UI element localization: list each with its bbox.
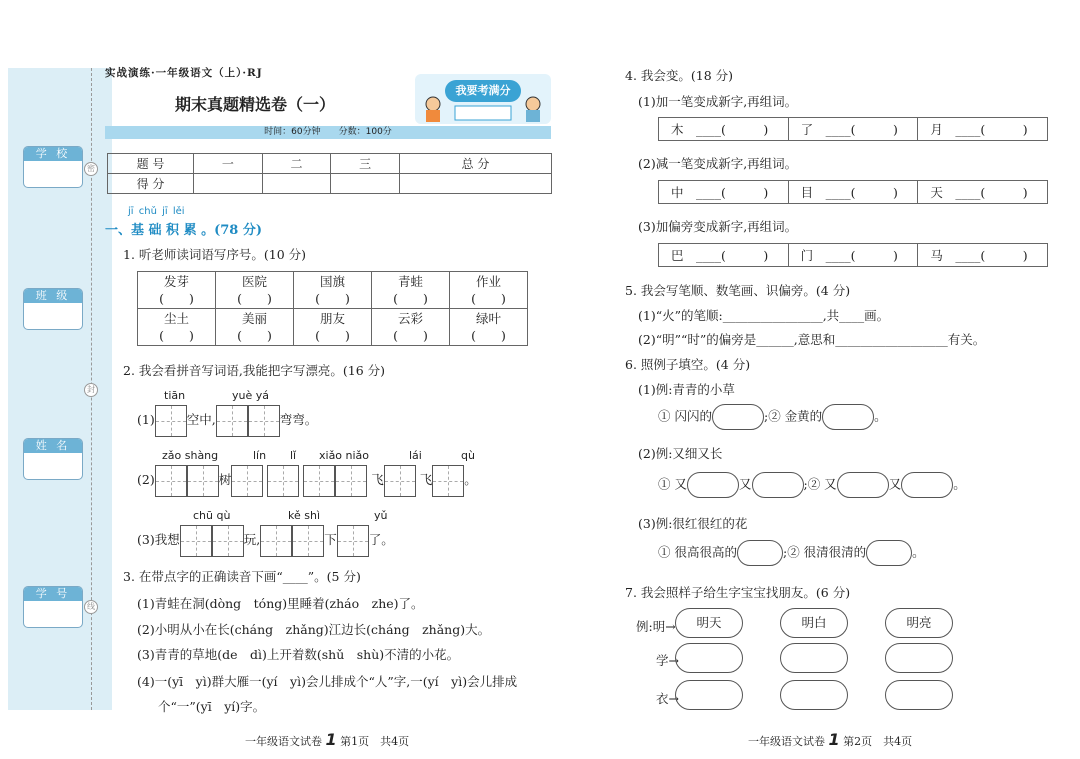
- writing-grid[interactable]: [155, 405, 187, 437]
- sentence-text: 树: [218, 472, 232, 487]
- pinyin: chū qù: [193, 509, 231, 522]
- score-row-label: 得 分: [108, 174, 194, 194]
- writing-grid[interactable]: [303, 465, 335, 497]
- q6-example-2: (2)例:又细又长: [638, 446, 723, 461]
- section1-title: 一、基 础 积 累 。(78 分): [105, 223, 263, 238]
- q1-word-table: [137, 271, 528, 346]
- q7-title: 7. 我会照样子给生字宝宝找朋友。(6 分): [625, 585, 851, 600]
- pinyin: tiān: [164, 389, 186, 402]
- word: 国旗: [319, 274, 345, 289]
- page-footer-left: [245, 730, 409, 749]
- writing-grid[interactable]: [292, 525, 324, 557]
- writing-grid[interactable]: [180, 525, 212, 557]
- q6-text: ;② 很清很清的: [782, 544, 867, 560]
- name-label: 姓 名: [24, 439, 82, 453]
- answer-blank[interactable]: ( ): [471, 291, 506, 306]
- q5-item-1[interactable]: (1)“火”的笔顺:________________,共____画。: [638, 308, 890, 323]
- sentence-text: 飞: [371, 472, 384, 487]
- kids-icon: [421, 94, 545, 122]
- word: 云彩: [397, 311, 423, 326]
- pinyin: yǔ: [374, 509, 388, 522]
- q6-text: 。: [953, 476, 966, 492]
- writing-grid[interactable]: [155, 465, 187, 497]
- q6-title: 6. 照例子填空。(4 分): [625, 357, 751, 372]
- answer-blank[interactable]: ( ): [237, 291, 272, 306]
- q3-item[interactable]: (1)青蛙在洞(dòng tóng)里睡着(zháo zhe)了。: [137, 596, 424, 611]
- word: 美丽: [241, 311, 267, 326]
- class-label: 班 级: [24, 289, 82, 303]
- cloud-answer-box[interactable]: [737, 540, 783, 566]
- school-label: 学 校: [24, 147, 82, 161]
- footer-text: 一年级语文试卷: [748, 735, 825, 748]
- word-cell: [450, 272, 528, 309]
- pinyin: kě shì: [288, 509, 321, 522]
- q6-example-1: (1)例:青青的小草: [638, 382, 735, 397]
- score-cell[interactable]: [399, 174, 551, 194]
- q4-row3: [658, 243, 1048, 267]
- answer-blank[interactable]: ( ): [471, 328, 506, 343]
- word-cell: [372, 309, 450, 346]
- pinyin: lín: [253, 449, 267, 462]
- sentence-text: 玩,: [243, 532, 261, 547]
- answer-blank[interactable]: ( ): [393, 291, 428, 306]
- answer-blank[interactable]: ( ): [393, 328, 428, 343]
- pinyin: zǎo shàng: [162, 449, 219, 462]
- score-header-cell: 三: [331, 154, 400, 174]
- q6-row-2: [658, 472, 966, 498]
- answer-blank[interactable]: ( ): [159, 291, 194, 306]
- school-field[interactable]: [23, 146, 83, 188]
- time-score-bar: 时间：60分钟 分数：100分: [105, 126, 551, 139]
- sentence-text: 飞: [419, 472, 433, 487]
- q6-text: ① 很高很高的: [658, 544, 737, 560]
- q2-item-1: [137, 403, 317, 437]
- q4-sub2: (2)减一笔变成新字,再组词。: [638, 156, 798, 171]
- answer-blank[interactable]: ( ): [315, 291, 350, 306]
- score-cell[interactable]: [331, 174, 400, 194]
- q6-text: ;② 金黄的: [763, 408, 823, 424]
- badge-text: 我要考满分: [445, 80, 521, 102]
- badge-illustration: [415, 74, 551, 124]
- writing-grid[interactable]: [212, 525, 244, 557]
- score-header-cell: 总 分: [399, 154, 551, 174]
- q3-title: 3. 在带点字的正确读音下画“____”。(5 分): [123, 569, 361, 584]
- q6-text: 又: [888, 476, 902, 492]
- q7-word-cloud: 明白: [780, 608, 848, 638]
- q7-answer-cloud[interactable]: [780, 643, 848, 673]
- word: 发芽: [163, 274, 189, 289]
- q5-title: 5. 我会写笔顺、数笔画、识偏旁。(4 分): [625, 283, 851, 298]
- item-number: (1): [137, 412, 155, 427]
- pinyin: lǐ: [290, 449, 297, 462]
- q4-sub1: (1)加一笔变成新字,再组词。: [638, 94, 798, 109]
- q7-word-cloud: 明天: [675, 608, 743, 638]
- footer-page: 第1页 共4页: [340, 735, 410, 748]
- q4-cell[interactable]: 马 ____( ): [930, 248, 1028, 263]
- word: 绿叶: [475, 311, 501, 326]
- word: 朋友: [319, 311, 345, 326]
- word-cell: [138, 309, 216, 346]
- footer-text: 一年级语文试卷: [245, 735, 322, 748]
- cut-mark-seal: 密: [84, 162, 98, 176]
- q4-cell[interactable]: 月 ____( ): [930, 122, 1028, 137]
- q7-yi-label: 衣→: [656, 691, 679, 706]
- answer-blank[interactable]: ( ): [159, 328, 194, 343]
- student-id-label: 学 号: [24, 587, 82, 601]
- word: 青蛙: [397, 274, 423, 289]
- footer-number: 1: [828, 730, 840, 749]
- writing-grid[interactable]: [260, 525, 292, 557]
- q6-row-3: [658, 540, 925, 566]
- q7-word-cloud: 明亮: [885, 608, 953, 638]
- score-header-cell: 一: [194, 154, 263, 174]
- q4-cell[interactable]: 了 ____( ): [789, 118, 919, 140]
- sentence-text: 我想: [154, 532, 180, 547]
- name-field[interactable]: [23, 438, 83, 480]
- writing-grid[interactable]: [335, 465, 367, 497]
- q4-row2: [658, 180, 1048, 204]
- word: 尘土: [163, 311, 189, 326]
- sentence-text: 。: [464, 472, 477, 487]
- q4-cell[interactable]: 中 ____( ): [659, 181, 789, 203]
- q7-answer-cloud[interactable]: [675, 643, 743, 673]
- item-number: (2): [137, 472, 155, 487]
- q7-xue-label: 学→: [656, 653, 679, 668]
- score-table: [107, 153, 552, 194]
- page-footer-right: [748, 730, 912, 749]
- writing-grid[interactable]: [267, 465, 299, 497]
- q6-text: ① 又: [658, 476, 687, 492]
- score-cell[interactable]: [262, 174, 331, 194]
- answer-blank[interactable]: ( ): [315, 328, 350, 343]
- q4-cell[interactable]: 门 ____( ): [789, 244, 919, 266]
- pinyin: xiǎo niǎo: [319, 449, 370, 462]
- sentence-text: 了。: [368, 532, 394, 547]
- word: 医院: [241, 274, 267, 289]
- q6-text: 。: [874, 408, 887, 424]
- q6-text: 。: [912, 544, 925, 560]
- score-header-cell: 题 号: [108, 154, 194, 174]
- word-cell: [216, 272, 294, 309]
- word-cell: [294, 272, 372, 309]
- cloud-answer-box[interactable]: [866, 540, 912, 566]
- student-id-field[interactable]: [23, 586, 83, 628]
- series-header: 实战演练·一年级语文（上）·RJ: [105, 67, 263, 79]
- footer-page: 第2页 共4页: [843, 735, 913, 748]
- score-cell[interactable]: [194, 174, 263, 194]
- q3-item[interactable]: 个“一”(yī yí)字。: [158, 699, 266, 714]
- q3-item[interactable]: (4)一(yī yì)群大雁一(yí yì)会儿排成个“人”字,一(yí yì)会儿排成: [137, 674, 518, 689]
- page-title: 期末真题精选卷（一）: [174, 95, 335, 114]
- q6-row-1: [658, 404, 887, 430]
- footer-number: 1: [325, 730, 337, 749]
- q6-example-3: (3)例:很红很红的花: [638, 516, 748, 531]
- q3-item[interactable]: (3)青青的草地(de dì)上开着数(shǔ shù)不清的小花。: [137, 647, 460, 662]
- q7-example-label: 例:明→: [636, 619, 676, 634]
- pinyin: yuè yá: [232, 389, 269, 402]
- writing-grid[interactable]: [384, 465, 416, 497]
- cloud-answer-box[interactable]: [901, 472, 953, 498]
- section1-pinyin: jī chǔ jī lěi: [128, 206, 185, 217]
- writing-grid[interactable]: [187, 465, 219, 497]
- score-header-cell: 二: [262, 154, 331, 174]
- writing-grid[interactable]: [432, 465, 464, 497]
- answer-blank[interactable]: ( ): [237, 328, 272, 343]
- word-cell: [450, 309, 528, 346]
- q4-cell[interactable]: 木 ____( ): [659, 118, 789, 140]
- q7-answer-cloud[interactable]: [885, 680, 953, 710]
- word-cell: [372, 272, 450, 309]
- cut-mark-close: 封: [84, 383, 98, 397]
- q1-title: 1. 听老师读词语写序号。(10 分): [123, 247, 307, 262]
- q6-text: 又: [738, 476, 752, 492]
- q6-text: ① 闪闪的: [658, 408, 712, 424]
- word-cell: [294, 309, 372, 346]
- q2-item-2: [137, 463, 477, 497]
- q4-title: 4. 我会变。(18 分): [625, 68, 734, 83]
- q2-item-3: [137, 523, 394, 557]
- q4-row1: [658, 117, 1048, 141]
- q2-title: 2. 我会看拼音写词语,我能把字写漂亮。(16 分): [123, 363, 386, 378]
- writing-grid[interactable]: [337, 525, 369, 557]
- class-field[interactable]: [23, 288, 83, 330]
- cloud-answer-box[interactable]: [822, 404, 874, 430]
- writing-grid[interactable]: [216, 405, 248, 437]
- q7-answer-cloud[interactable]: [885, 643, 953, 673]
- q7-answer-cloud[interactable]: [780, 680, 848, 710]
- q7-answer-cloud[interactable]: [675, 680, 743, 710]
- q5-item-2[interactable]: (2)“明”“时”的偏旁是______,意思和__________________有关。: [638, 332, 986, 347]
- word-cell: [138, 272, 216, 309]
- cut-mark-line: 线: [84, 600, 98, 614]
- q4-cell[interactable]: 目 ____( ): [789, 181, 919, 203]
- cloud-answer-box[interactable]: [712, 404, 764, 430]
- pinyin: lái: [409, 449, 422, 462]
- word: 作业: [475, 274, 501, 289]
- q4-cell[interactable]: 巴 ____( ): [659, 244, 789, 266]
- cloud-answer-box[interactable]: [752, 472, 804, 498]
- cloud-answer-box[interactable]: [837, 472, 889, 498]
- pinyin: qù: [461, 449, 475, 462]
- item-number: (3): [137, 532, 155, 547]
- q6-text: ;② 又: [803, 476, 837, 492]
- q4-sub3: (3)加偏旁变成新字,再组词。: [638, 219, 798, 234]
- word-cell: [216, 309, 294, 346]
- sentence-text: 空中,: [186, 412, 216, 427]
- sentence-text: 下: [324, 532, 337, 547]
- writing-grid[interactable]: [248, 405, 280, 437]
- sentence-text: 弯弯。: [279, 412, 318, 427]
- q3-item[interactable]: (2)小明从小在长(cháng zhǎng)江边长(cháng zhǎng)大。: [137, 622, 491, 637]
- writing-grid[interactable]: [231, 465, 263, 497]
- cloud-answer-box[interactable]: [687, 472, 739, 498]
- q4-cell[interactable]: 天 ____( ): [930, 185, 1028, 200]
